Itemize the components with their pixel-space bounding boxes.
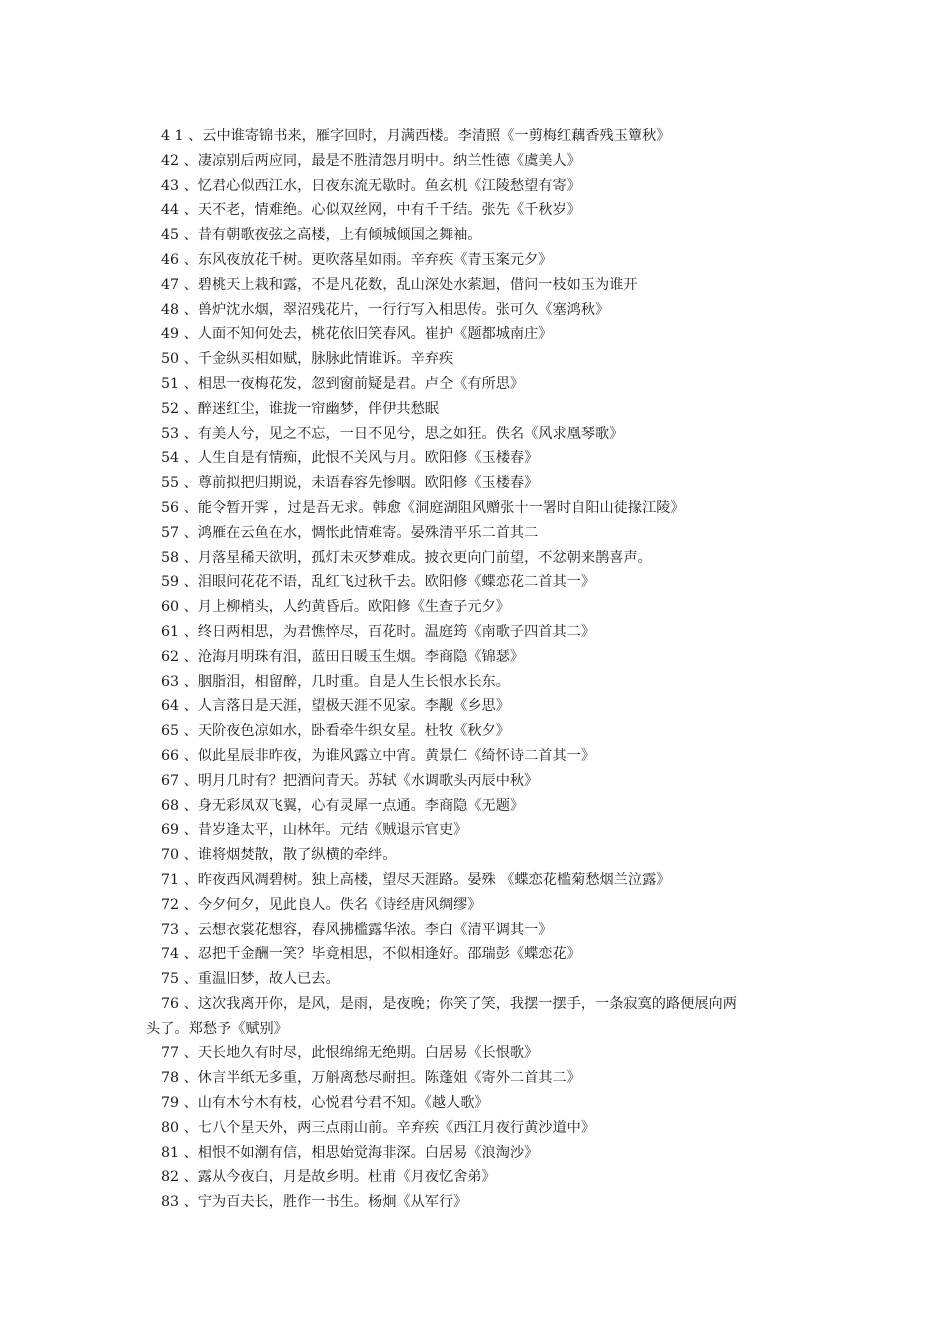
poem-line: 44 、天不老，情难绝。心似双丝网，中有千千结。张先《千秋岁》 — [161, 202, 581, 219]
poem-line: 4 1 、云中谁寄锦书来，雁字回时，月满西楼。李清照《一剪梅红藕香残玉簟秋》 — [161, 128, 671, 144]
poem-line: 73 、云想衣裳花想容，春风拂槛露华浓。李白《清平调其一》 — [161, 921, 553, 938]
poem-line: 59 、泪眼问花花不语，乱红飞过秋千去。欧阳修《蝶恋花二首其一》 — [161, 574, 596, 591]
poem-line: 66 、似此星辰非昨夜，为谁风露立中宵。黄景仁《绮怀诗二首其一》 — [161, 747, 596, 764]
poem-line: 71 、昨夜西风凋碧树。独上高楼，望尽天涯路。晏殊 《蝶恋花槛菊愁烟兰泣露》 — [161, 871, 671, 888]
poem-line: 72 、今夕何夕，见此良人。佚名《诗经唐风绸缪》 — [161, 896, 482, 913]
poem-line: 61 、终日两相思，为君憔悴尽，百花时。温庭筠《南歌子四首其二》 — [161, 623, 596, 640]
poem-line: 46 、东风夜放花千树。更吹落星如雨。辛弃疾《青玉案元夕》 — [161, 251, 553, 268]
poem-line: 67 、明月几时有？把酒问青天。苏轼《水调歌头丙辰中秋》 — [161, 772, 539, 789]
poem-line: 49 、人面不知何处去，桃花依旧笑春风。崔护《题都城南庄》 — [161, 326, 553, 343]
poem-line: 76 、这次我离开你，是风，是雨，是夜晚；你笑了笑，我摆一摆手，一条寂寞的路便展向两 — [161, 995, 737, 1012]
poem-line: 69 、昔岁逢太平，山林年。元结《贼退示官吏》 — [161, 822, 468, 839]
poem-line: 57 、鸿雁在云鱼在水，惆怅此情难寄。晏殊清平乐二首其二 — [161, 524, 539, 541]
poem-line: 51 、相思一夜梅花发，忽到窗前疑是君。卢仝《有所思》 — [161, 375, 525, 392]
poem-line: 70 、谁将烟焚散，散了纵横的牵绊。 — [161, 847, 397, 864]
poem-line: 68 、身无彩凤双飞翼，心有灵犀一点通。李商隐《无题》 — [161, 797, 525, 814]
poem-line: 83 、宁为百夫长，胜作一书生。杨炯《从军行》 — [161, 1194, 468, 1211]
poem-line: 63 、胭脂泪，相留醉，几时重。自是人生长恨水长东。 — [161, 673, 510, 690]
poem-line-continuation: 头了。郑愁予《赋别》 — [146, 1020, 288, 1037]
poem-line: 43 、忆君心似西江水，日夜东流无歇时。鱼玄机《江陵愁望有寄》 — [161, 177, 581, 194]
poem-line: 75 、重温旧梦，故人已去。 — [161, 971, 340, 988]
poem-list — [146, 124, 816, 1215]
poem-line: 79 、山有木兮木有枝，心悦君兮君不知。《越人歌》 — [161, 1095, 489, 1112]
poem-line: 80 、七八个星天外，两三点雨山前。辛弃疾《西江月夜行黄沙道中》 — [161, 1119, 596, 1136]
poem-line: 56 、能令暂开霁 ，过是吾无求。韩愈《洞庭湖阻风赠张十一署时自阳山徒掾江陵》 — [161, 499, 685, 516]
poem-line: 54 、人生自是有情痴，此恨不关风与月。欧阳修《玉楼春》 — [161, 450, 539, 467]
poem-line: 65 、天阶夜色凉如水，卧看牵牛织女星。杜牧《秋夕》 — [161, 723, 510, 740]
poem-line: 50 、千金纵买相如赋，脉脉此情谁诉。辛弃疾 — [161, 351, 454, 368]
poem-line: 60 、月上柳梢头，人约黄昏后。欧阳修《生查子元夕》 — [161, 599, 510, 616]
poem-line: 45 、昔有朝歌夜弦之高楼，上有倾城倾国之舞袖。 — [161, 227, 482, 244]
poem-line: 64 、人言落日是天涯，望极天涯不见家。李觏《乡思》 — [161, 698, 510, 715]
poem-line: 52 、醉迷红尘，谁拢一帘幽梦，伴伊共愁眠 — [161, 400, 439, 417]
poem-line: 55 、尊前拟把归期说，未语春容先惨咽。欧阳修《玉楼春》 — [161, 475, 539, 492]
poem-line: 82 、露从今夜白，月是故乡明。杜甫《月夜忆舍弟》 — [161, 1169, 496, 1186]
poem-line: 42 、凄凉别后两应同，最是不胜清怨月明中。纳兰性德《虞美人》 — [161, 152, 581, 169]
poem-line: 62 、沧海月明珠有泪，蓝田日暖玉生烟。李商隐《锦瑟》 — [161, 648, 525, 665]
poem-line: 74 、忍把千金酬一笑？毕竟相思，不似相逢好。邵瑞彭《蝶恋花》 — [161, 946, 581, 963]
poem-line: 81 、相恨不如潮有信，相思始觉海非深。白居易《浪淘沙》 — [161, 1144, 539, 1161]
poem-line: 53 、有美人兮，见之不忘，一日不见兮，思之如狂。佚名《风求凰琴歌》 — [161, 425, 624, 442]
poem-line: 77 、天长地久有时尽，此恨绵绵无绝期。白居易《长恨歌》 — [161, 1045, 539, 1062]
poem-line: 78 、休言半纸无多重，万斛离愁尽耐担。陈蓬姐《寄外二首其二》 — [161, 1070, 581, 1087]
poem-line: 58 、月落星稀天欲明，孤灯未灭梦难成。披衣更向门前望，不忿朝来鹊喜声。 — [161, 549, 652, 566]
poem-line: 47 、碧桃天上栽和露，不是凡花数，乱山深处水萦迴，借问一枝如玉为谁开 — [161, 276, 638, 293]
poem-line: 48 、兽炉沈水烟，翠沼残花片，一行行写入相思传。张可久《塞鸿秋》 — [161, 301, 610, 318]
